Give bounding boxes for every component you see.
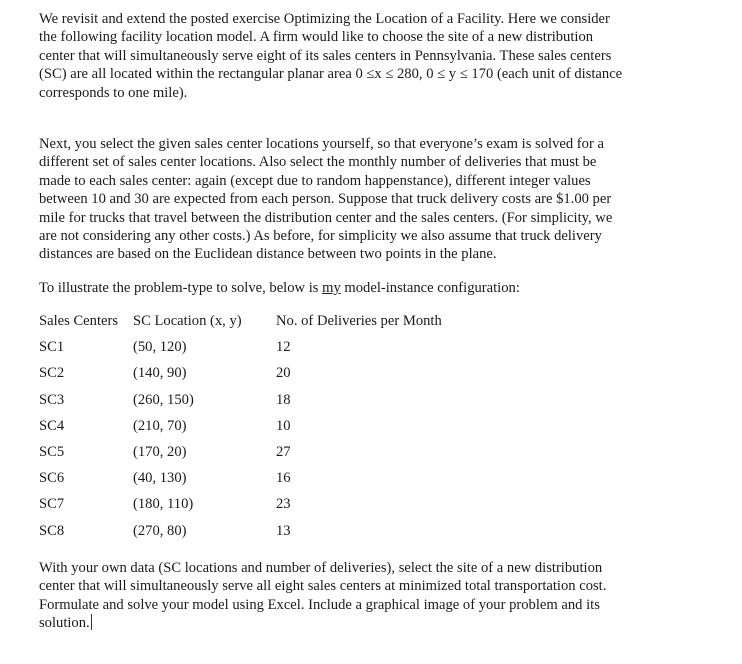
sc-deliveries: 23 (276, 496, 291, 513)
text-line: distances are based on the Euclidean distance between two points in the plane. (39, 246, 497, 263)
sc-location: (210, 70) (133, 417, 187, 434)
sc-deliveries: 27 (276, 443, 291, 460)
text-line: Formulate and solve your model using Excel. Include a graphical image of your problem and its (39, 596, 600, 613)
text-line: between 10 and 30 are expected from each person. Suppose that truck delivery costs are $1.00 per (39, 191, 612, 208)
text-line: Next, you select the given sales center locations yourself, so that everyone’s exam is solved for a (39, 136, 604, 152)
sc-location: (40, 130) (133, 470, 187, 487)
intro-paragraph (39, 10, 622, 102)
text-segment: solution. (39, 615, 90, 632)
illustration-paragraph (39, 279, 520, 297)
task-paragraph (39, 559, 606, 633)
sc-deliveries: 18 (276, 391, 291, 408)
sc-name: SC1 (39, 339, 65, 356)
sc-name: SC6 (39, 470, 65, 487)
header-sales-centers: Sales Centers (39, 313, 119, 329)
text-line: mile for trucks that travel between the distribution center and the sales centers. (For simplicity, we (39, 209, 613, 226)
sc-deliveries: 10 (276, 417, 291, 434)
text-segment: model-instance configuration: (340, 280, 520, 296)
instructions-paragraph (39, 135, 612, 264)
header-sc-location: SC Location (x, y) (133, 313, 242, 329)
underlined-word: my (322, 280, 341, 296)
sc-name: SC5 (39, 443, 65, 460)
sc-location: (50, 120) (133, 339, 187, 356)
text-line: made to each sales center: again (except due to random happenstance), different integer values (39, 172, 591, 189)
text-line (39, 279, 520, 297)
text-line: center that will simultaneously serve all eight sales centers at minimized total transportation cost. (39, 578, 607, 595)
text-line: corresponds to one mile). (39, 84, 188, 101)
sc-name: SC2 (39, 365, 65, 382)
text-line[interactable] (39, 614, 606, 632)
sc-location: (270, 80) (133, 522, 187, 539)
sc-deliveries: 12 (276, 339, 291, 356)
sc-name: SC7 (39, 496, 65, 513)
sc-deliveries: 20 (276, 365, 291, 382)
text-segment: To illustrate the problem-type to solve, below is (39, 280, 323, 296)
sc-deliveries: 13 (276, 522, 291, 539)
text-line: We revisit and extend the posted exercise Optimizing the Location of a Facility. Here we consider (39, 11, 610, 27)
sc-name: SC3 (39, 391, 65, 408)
text-line: different set of sales center locations. Also select the monthly number of deliveries that must be (39, 154, 597, 171)
sc-location: (140, 90) (133, 365, 187, 382)
text-line: With your own data (SC locations and number of deliveries), select the site of a new distribution (39, 560, 603, 576)
text-cursor (91, 614, 92, 630)
sc-location: (180, 110) (133, 496, 194, 513)
text-line: (SC) are all located within the rectangular planar area 0 ≤x ≤ 280, 0 ≤ y ≤ 170 (each unit of distance (39, 66, 623, 83)
sc-name: SC8 (39, 522, 65, 539)
text-line: the following facility location model. A firm would like to choose the site of a new distribution (39, 29, 594, 46)
sc-location: (170, 20) (133, 443, 187, 460)
sc-name: SC4 (39, 417, 65, 434)
sc-location: (260, 150) (133, 391, 194, 408)
text-line: are not considering any other costs.) As before, for simplicity we also assume that truck delivery (39, 228, 602, 245)
sc-deliveries: 16 (276, 470, 291, 487)
text-line: center that will simultaneously serve eight of its sales centers in Pennsylvania. These sales centers (39, 47, 612, 64)
header-deliveries: No. of Deliveries per Month (276, 313, 442, 329)
